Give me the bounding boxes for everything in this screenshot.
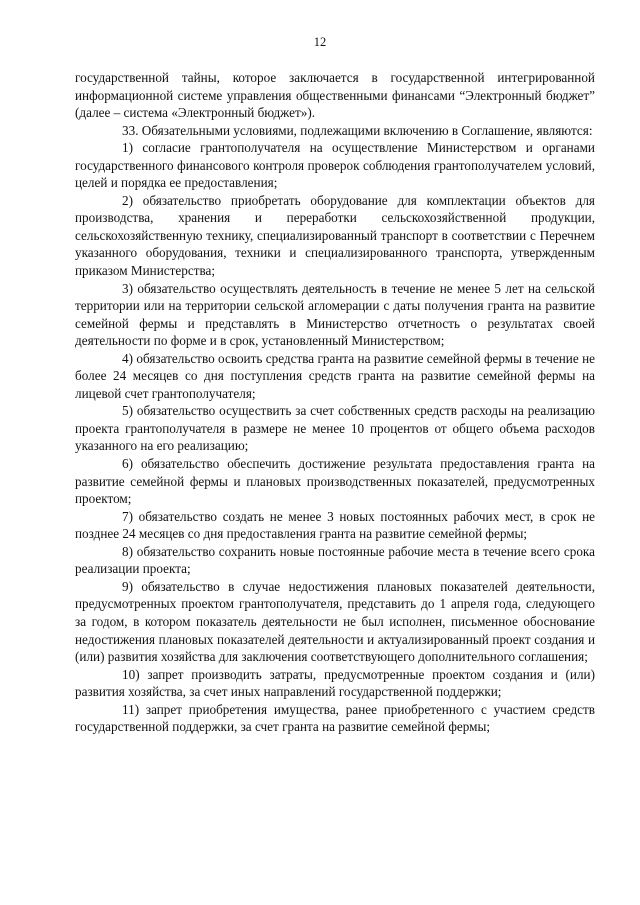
paragraph: 4) обязательство освоить средства гранта на развитие семейной фермы в течение не более 24 месяцев со дня поступления средств гранта на развитие семейной фермы на лицевой счет грантополучателя; <box>75 350 595 401</box>
paragraph: 1) согласие грантополучателя на осуществление Министерством и органами государственного финансового контроля проверок соблюдения грантополучателем условий, целей и порядка ее предоставления; <box>75 140 595 191</box>
paragraph: 5) обязательство осуществить за счет собственных средств расходы на реализацию проекта грантополучателя в размере не менее 10 процентов от общего объема расходов указанного на его реализацию; <box>75 403 595 454</box>
paragraph: 9) обязательство в случае недостижения плановых показателей деятельности, предусмотренных проектом грантополучателя, представить до 1 апреля года, следующего за годом, в котором показатель деятельности не был исполнен, письменное обоснование недостижения плановых показателей деятельности и актуализированный проект создания и (или) развития хозяйства для заключения соответствующего дополнительного соглашения; <box>75 578 595 665</box>
paragraph: 7) обязательство создать не менее 3 новых постоянных рабочих мест, в срок не позднее 24 месяцев со дня предоставления гранта на развитие семейной фермы; <box>75 508 595 542</box>
paragraph: 11) запрет приобретения имущества, ранее приобретенного с участием средств государственной поддержки, за счет гранта на развитие семейной фермы; <box>75 701 595 735</box>
paragraph: 3) обязательство осуществлять деятельность в течение не менее 5 лет на сельской территории или на территории сельской агломерации с даты получения гранта на развитие семейной фермы и представлять в Министерство отчетность о результатах своей деятельности по форме и в срок, установленный Министерством; <box>75 280 595 349</box>
paragraph: 33. Обязательными условиями, подлежащими включению в Соглашение, являются: <box>122 122 593 138</box>
paragraph: 2) обязательство приобретать оборудование для комплектации объектов для производства, хранения и переработки сельскохозяйственной продукции, сельскохозяйственную технику, специализированный транспорт в соответствии с Перечнем указанного оборудования, техники и специализированного транспорта, утвержденным приказом Министерства; <box>75 192 595 279</box>
paragraph: 10) запрет производить затраты, предусмотренные проектом создания и (или) развития хозяйства, за счет иных направлений государственной поддержки; <box>75 666 595 700</box>
body-text <box>75 69 595 736</box>
paragraph: 6) обязательство обеспечить достижение результата предоставления гранта на развитие семейной фермы и плановых производственных показателей, предусмотренных проектом; <box>75 456 595 507</box>
page-number: 12 <box>313 35 327 49</box>
paragraph: 8) обязательство сохранить новые постоянные рабочие места в течение всего срока реализации проекта; <box>75 543 595 577</box>
paragraph: государственной тайны, которое заключается в государственной интегрированной информационной системе управления общественными финансами “Электронный бюджет” (далее – система «Электронный бюджет»). <box>75 70 595 121</box>
